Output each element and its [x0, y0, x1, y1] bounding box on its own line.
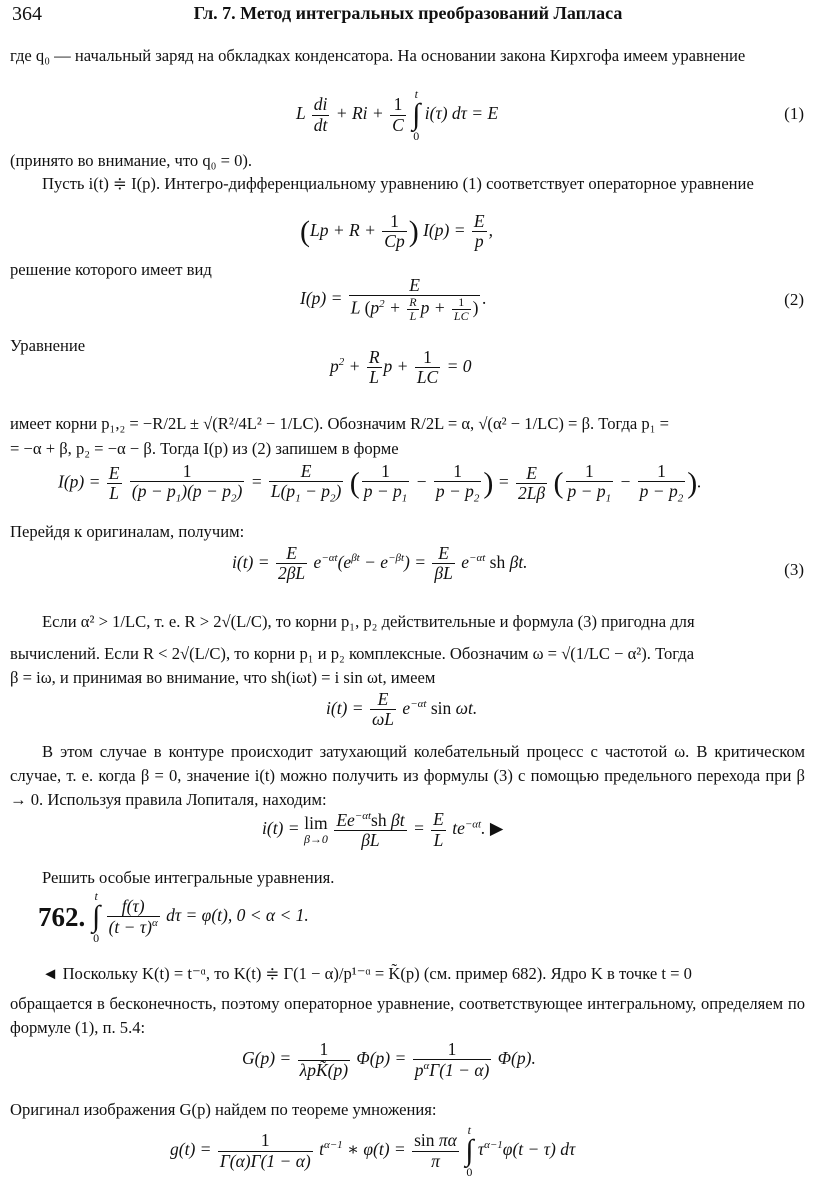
paragraph-note: (принято во внимание, что q₀ = 0). [10, 151, 253, 170]
equation-partial-fractions: I(p) = $\frac{E}{L}$ $\frac{1}{(p - p_1)(p - p_2)}$ = $\frac{E}{L(p_1 - p_2)}$ ( $\frac{1}{p - p_1}$ − $\frac{1}{p - p_2}$ ) = $\frac{E}{2L\beta}$ ( $\frac{1}{p - p_1}$ − $\frac{1}{p - p_2}$ ). [58, 461, 702, 505]
equation-gp: G(p) = $\frac{1}{\text{λpK̃(p)}}$ Φ(p) = $\frac{1}{p^\alpha\Gamma(1 - \alpha)}$ Φ(p). [242, 1039, 536, 1081]
paragraph-kernel-cont: обращается в бесконечность, поэтому операторное уравнение, соответствующее интегральному, определяем по формуле (1), п. 5.4: [10, 994, 805, 1037]
equation-problem-762: t ∫ 0 $\frac{f(\tau)}{(t - \tau)^\alpha}$ dτ = φ(t), 0 < α < 1. [92, 889, 309, 945]
problem-number: 762. [38, 902, 86, 932]
paragraph-solution-form: решение которого имеет вид [10, 260, 212, 279]
paragraph-real-roots: Если α² > 1/LC, т. е. R > 2√(L/C), то корни p₁, p₂ действительные и формула (3) пригодна для [42, 612, 695, 631]
paragraph-kernel: ◄ Поскольку K(t) = t⁻ᵅ, то K(t) ≑ Γ(1 − α)/p¹⁻ᵅ = K̃(p) (см. пример 682). Ядро K в точке t = 0 [42, 964, 692, 983]
paragraph-omega: β = iω, и принимая во внимание, что sh(iωt) = i sin ωt, имеем [10, 668, 436, 687]
paragraph-roots-cont: = −α + β, p₂ = −α − β. Тогда I(p) из (2) запишем в форме [10, 439, 399, 458]
equation-number-2: (2) [784, 290, 804, 309]
equation-number-1: (1) [784, 104, 804, 123]
paragraph-critical: В этом случае в контуре происходит затухающий колебательный процесс с частотой ω. В критическом случае, т. е. когда β = 0, значение i(t) можно получить из формулы (3) с помощью предельного перехода при β → 0. Используя правила Лопиталя, находим: [10, 742, 805, 809]
equation-characteristic: $p^2$ + $\frac{R}{L}$ p + $\frac{1}{LC}$ = 0 [330, 347, 472, 388]
paragraph-task: Решить особые интегральные уравнения. [42, 868, 335, 887]
equation-image-current: I(p) = E L ($p^2$ + $\frac{R}{L}$ p + $\frac{1}{LC}$ ) . [300, 275, 487, 324]
paragraph-intro: где q₀ — начальный заряд на обкладках конденсатора. На основании закона Кирхгофа имеем уравнение [10, 46, 746, 65]
equation-gt: g(t) = $\frac{1}{\Gamma(\alpha)\Gamma(1 - \alpha)}$ $t^{\alpha-1}$ ∗ φ(t) = $\frac{\text{sin πα}}{\pi}$ t ∫ 0 $\tau^{\alpha-1}\varphi(t - \tau)$ dτ [170, 1123, 576, 1179]
paragraph-complex-roots: вычислений. Если R < 2√(L/C), то корни p₁ и p₂ комплексные. Обозначим ω = √(1/LC − α²). Тогда [10, 644, 695, 663]
paragraph-transform: Пусть i(t) ≑ I(p). Интегро-дифференциальному уравнению (1) соответствует операторное уравнение [42, 174, 754, 193]
running-title: Гл. 7. Метод интегральных преобразований Лапласа [193, 3, 623, 23]
page-number: 364 [12, 3, 42, 25]
paragraph-roots: имеет корни p₁,₂ = −R/2L ± √(R²/4L² − 1/LC). Обозначим R/2L = α, √(α² − 1/LC) = β. Тогда p₁ = [10, 414, 670, 433]
equation-current-original: i(t) = $\frac{E}{2\beta L}$ $e^{-\alpha t}(e^{\beta t} - e^{-\beta t})$ = $\frac{E}{\beta L}$ $e^{-\alpha t}$ sh βt. [232, 543, 528, 584]
equation-kirchhoff: L $\frac{di}{dt}$ + Ri + $\frac{1}{C}$ t ∫ 0 i(τ) dτ = E [296, 87, 499, 143]
equation-number-3: (3) [784, 560, 804, 579]
equation-limit: i(t) = lim β→0 $\frac{Ee^{-\alpha t}sh \beta t}{\beta L}$ = $\frac{E}{L}$ $te^{-\alpha t}$. ▶ [262, 809, 504, 851]
paragraph-originals: Перейдя к оригиналам, получим: [10, 522, 245, 541]
equation-oscillation: i(t) = $\frac{E}{\omega L}$ $e^{-\alpha t}$ sin ωt. [326, 689, 478, 730]
paragraph-multiplication: Оригинал изображения G(p) найдем по теореме умножения: [10, 1100, 437, 1119]
paragraph-equation-label: Уравнение [10, 336, 86, 355]
equation-operator: (Lp + R + $\frac{1}{Cp}$ ) I(p) = $\frac{E}{p}$ , [300, 211, 493, 252]
